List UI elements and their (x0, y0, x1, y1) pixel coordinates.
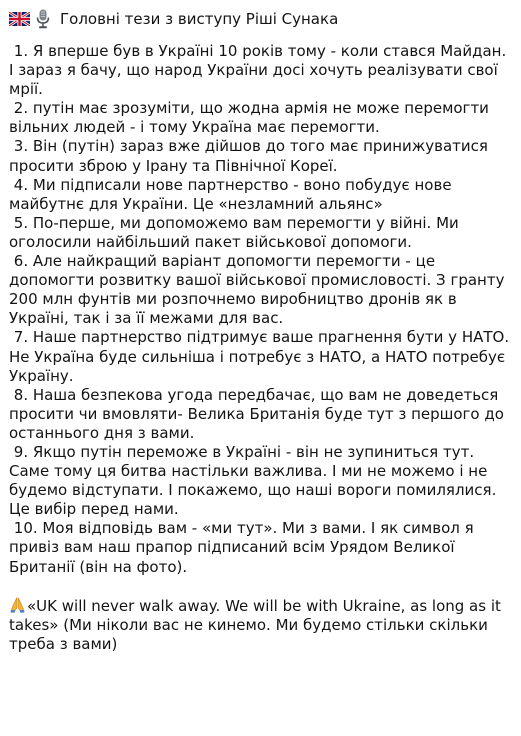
point-text: Я вперше був в Україні 10 років тому - коли стався Майдан. І зараз я бачу, що народ України досі хочуть реалізувати свої мрії. (9, 42, 507, 99)
point-text: Наше партнерство підтримує ваше прагнення бути у НАТО. Не Україна буде сильніша і потребує з НАТО, а НАТО потребує Україну. (9, 328, 510, 385)
point-number: 1. (13, 42, 29, 60)
point-number: 6. (13, 252, 29, 271)
point-number: 2. (13, 99, 29, 118)
point-text: путін має зрозуміти, що жодна армія не може перемогти вільних людей - і тому Україна має перемогти. (9, 99, 489, 137)
post-header (9, 7, 515, 31)
list-item (9, 252, 515, 328)
list-item (9, 386, 515, 443)
points-list (9, 42, 515, 577)
point-text: Наша безпекова угода передбачає, що вам не доведеться просити чи вмовляти- Велика Британія буде тут з першого до останнього дня з вами. (9, 385, 504, 442)
point-text: Але найкращий варіант допомогти перемогти - це допомогти розвитку вашої військової промисловості. З гранту 200 млн фунтів ми розпочнемо виробництво дронів як в Україні, так і за її межами для вас. (9, 252, 505, 328)
list-item (9, 328, 515, 385)
list-item (9, 99, 515, 137)
quote-paragraph (9, 596, 515, 654)
point-number: 3. (13, 137, 29, 156)
point-number: 7. (13, 328, 29, 347)
praying-hands-icon (9, 596, 26, 613)
list-item (9, 519, 515, 576)
point-number: 4. (13, 175, 29, 194)
list-item (9, 443, 515, 519)
list-item (9, 137, 515, 175)
quote-text: «UK will never walk away. We will be with Ukraine, as long as it takes» (Ми ніколи вас не кинемо. Ми будемо стільки скільки треба з вами) (9, 596, 501, 653)
point-text: Моя відповідь вам - «ми тут». Ми з вами. І як символ я привіз вам наш прапор підписаний всім Урядом Великої Британії (він на фото). (9, 519, 474, 576)
point-text: По-перше, ми допоможемо вам перемогти у війні. Ми оголосили найбільший пакет військової допомоги. (9, 213, 459, 251)
point-number: 10. (13, 519, 38, 538)
uk-flag-icon (9, 12, 30, 26)
point-number: 8. (13, 385, 29, 404)
list-item (9, 214, 515, 252)
point-number: 9. (13, 442, 29, 461)
point-text: Він (путін) зараз вже дійшов до того має принижуватися просити зброю у Ірану та Північної Кореї. (9, 137, 488, 175)
post-title: Головні тези з виступу Ріші Сунака (60, 9, 339, 28)
point-number: 5. (13, 213, 29, 232)
list-item (9, 176, 515, 214)
point-text: Ми підписали нове партнерство - воно побудує нове майбутнє для України. Це «незламний альянс» (9, 175, 452, 213)
point-text: Якщо путін переможе в Україні - він не зупиниться тут. Саме тому ця битва настільки важлива. І ми не можемо і не будемо відступати. І покажемо, що наші вороги помилялися. Це вибір перед нами. (9, 442, 497, 519)
list-item (9, 42, 515, 99)
microphone-icon (35, 9, 51, 29)
